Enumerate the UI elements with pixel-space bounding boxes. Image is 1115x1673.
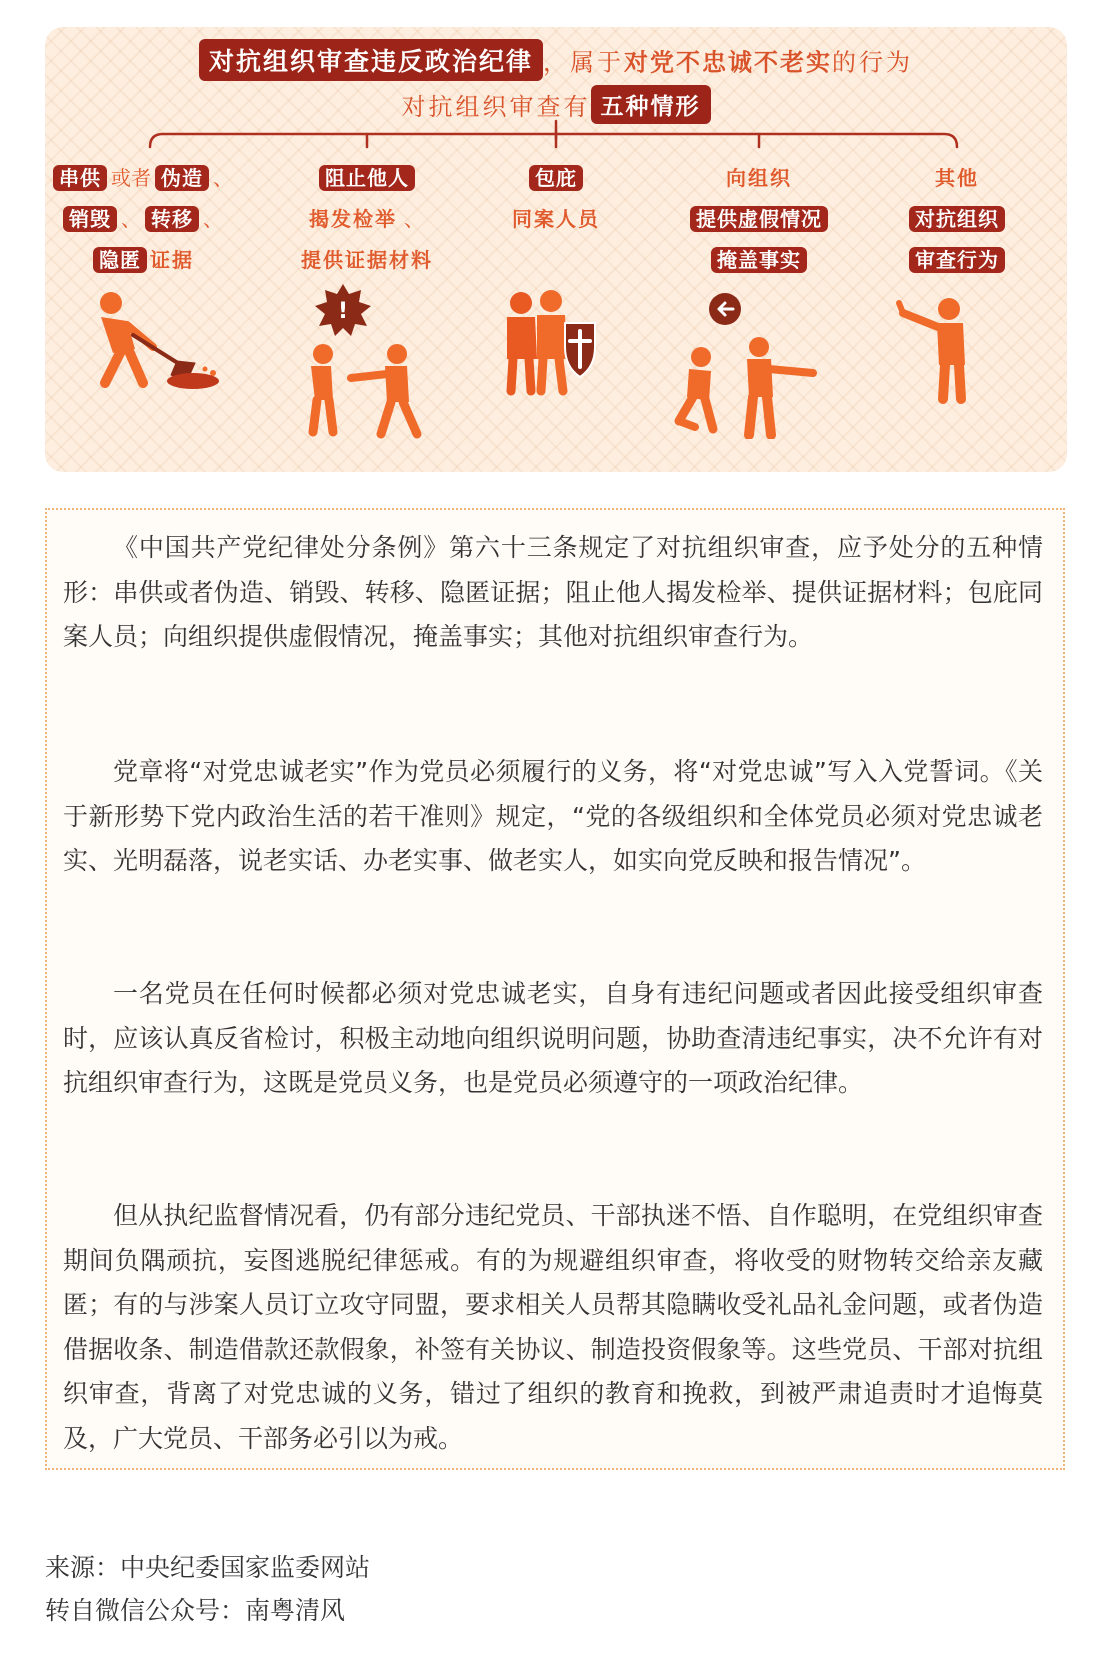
case-tag: 审查行为 [909,247,1005,273]
case-column-5 [862,165,1052,288]
alarm-figures-icon [293,282,443,442]
repost-line: 转自微信公众号：南粤清风 [45,1596,346,1625]
case-text: 揭发检举 [309,207,397,231]
case-text: 、 [203,207,223,231]
case-tag: 掩盖事实 [711,247,807,273]
case-column-4 [649,165,869,288]
stop-figure-icon [891,295,991,405]
case-tag: 串供 [53,165,107,191]
case-tag: 提供虚假情况 [690,206,828,232]
case-text: 或者 [111,166,151,190]
case-text: 、 [404,207,424,231]
infographic [45,27,1067,472]
article-box [45,508,1065,1470]
pointing-figures-icon [665,289,835,439]
article-paragraph-2: 党章将“对党忠诚老实”作为党员必须履行的义务，将“对党忠诚”写入入党誓词。《关于新形势下党内政治生活的若干准则》规定，“党的各级组织和全体党员必须对党忠诚老实、光明磊落，说老实话、办老实事、做老实人，如实向党反映和报告情况”。 [63,757,1043,875]
article-paragraph-4: 但从执纪监督情况看，仍有部分违纪党员、干部执迷不悟、自作聪明，在党组织审查期间负隅顽抗，妄图逃脱纪律惩戒。有的为规避组织审查，将收受的财物转交给亲友藏匿；有的与涉案人员订立攻守同盟，要求相关人员帮其隐瞒收受礼品礼金问题，或者伪造借据收条、制造借款还款假象，补签有关协议、制造投资假象等。这些党员、干部对抗组织审查，背离了对党忠诚的义务，错过了组织的教育和挽救，到被严肃追责时才追悔莫及，广大党员、干部务必引以为戒。 [63,1201,1043,1453]
case-text: 证据 [150,248,194,272]
subtitle-box: 五种情形 [591,85,711,124]
source-line: 来源：中央纪委国家监委网站 [45,1553,371,1582]
shield-figures-icon [497,289,607,399]
case-tag: 包庇 [529,165,583,191]
title-end: 的行为 [832,48,913,77]
digging-figure-icon [83,291,223,401]
case-text: 、 [213,166,233,190]
tree-bracket [45,27,1067,187]
case-tag: 销毁 [63,206,117,232]
case-tag: 隐匿 [93,247,147,273]
article-paragraph-1: 《中国共产党纪律处分条例》第六十三条规定了对抗组织审查，应予处分的五种情形：串供或者伪造、销毁、转移、隐匿证据；阻止他人揭发检举、提供证据材料；包庇同案人员；向组织提供虚假情况，掩盖事实；其他对抗组织审查行为。 [63,533,1043,651]
case-text: 向组织 [726,166,792,190]
case-text: 其他 [935,166,979,190]
case-tag: 转移 [145,206,199,232]
article-paragraph-3: 一名党员在任何时候都必须对党忠诚老实，自身有违纪问题或者因此接受组织审查时，应该认真反省检讨，积极主动地向组织说明问题，协助查清违纪事实，决不允许有对抗组织审查行为，这既是党员义务，也是党员必须遵守的一项政治纪律。 [63,979,1043,1097]
title-connector: ，属于 [543,48,624,77]
case-text: 同案人员 [512,207,600,231]
case-column-1 [45,165,245,288]
case-tag: 对抗组织 [909,206,1005,232]
case-column-3 [466,165,646,247]
title-emphasis: 对党不忠诚不老实 [624,47,832,77]
case-text: 提供证据材料 [301,248,433,272]
title-highlight-box: 对抗组织审查违反政治纪律 [199,39,543,81]
case-text: 、 [121,207,141,231]
svg-text:!: ! [337,299,349,324]
case-tag: 阻止他人 [319,165,415,191]
case-column-2 [267,165,467,288]
subtitle-text: 对抗组织审查有 [401,93,591,121]
case-tag: 伪造 [155,165,209,191]
